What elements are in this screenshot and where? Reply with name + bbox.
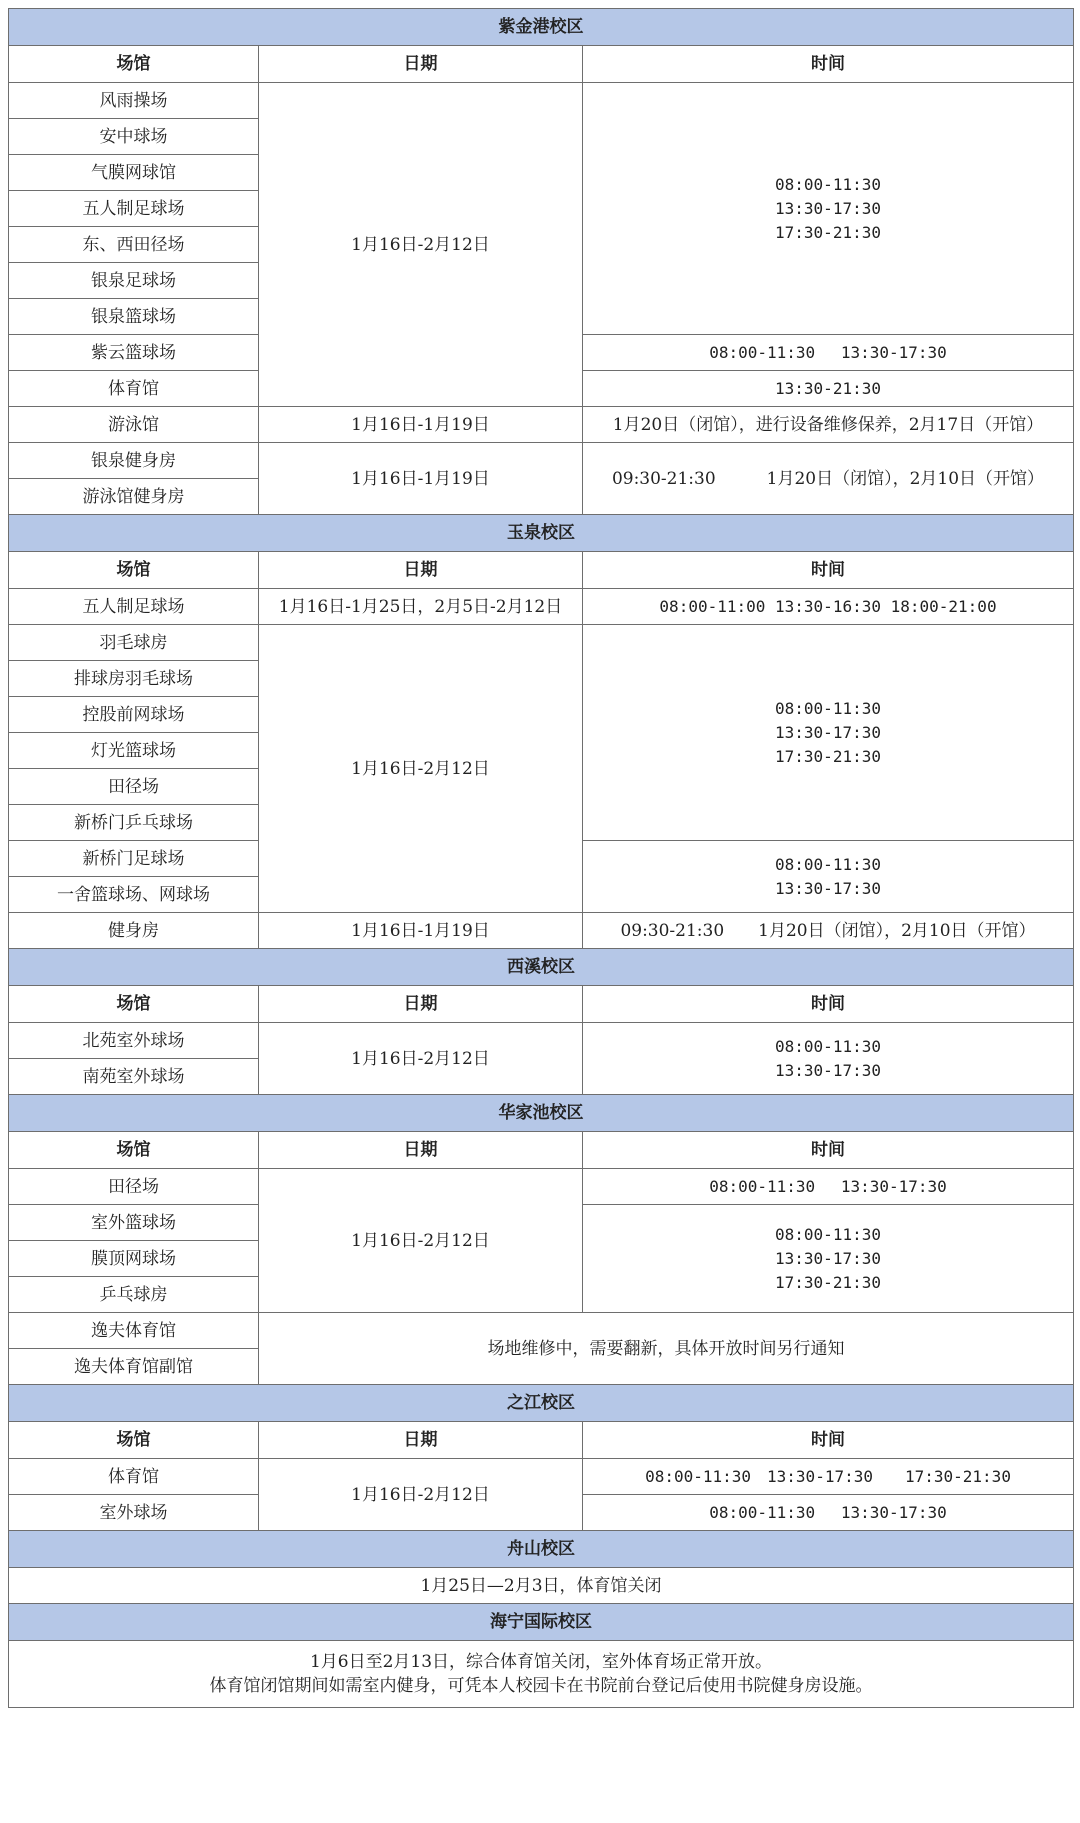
header-time: 时间: [583, 552, 1074, 589]
time-cell: 08:00-11:30 13:30-17:30 17:30-21:30: [583, 625, 1074, 841]
campus-title-xixi: 西溪校区: [9, 949, 1074, 986]
header-venue: 场馆: [9, 46, 259, 83]
venue-cell: 紫云篮球场: [9, 335, 259, 371]
header-time: 时间: [583, 986, 1074, 1023]
date-cell: 1月16日-1月19日: [259, 913, 583, 949]
venue-cell: 健身房: [9, 913, 259, 949]
notice-cell: 场地维修中，需要翻新，具体开放时间另行通知: [259, 1313, 1074, 1385]
venue-cell: 游泳馆健身房: [9, 479, 259, 515]
time-cell: 09:30-21:30 1月20日（闭馆），2月10日（开馆）: [583, 913, 1074, 949]
header-date: 日期: [259, 986, 583, 1023]
venue-cell: 体育馆: [9, 1459, 259, 1495]
schedule-table-wrapper: [8, 8, 1073, 1708]
venue-cell: 风雨操场: [9, 83, 259, 119]
venue-cell: 安中球场: [9, 119, 259, 155]
venue-cell: 灯光篮球场: [9, 733, 259, 769]
venue-cell: 游泳馆: [9, 407, 259, 443]
time-cell: 09:30-21:30 1月20日（闭馆），2月10日（开馆）: [583, 443, 1074, 515]
time-cell: 13:30-21:30: [583, 371, 1074, 407]
venue-cell: 五人制足球场: [9, 191, 259, 227]
date-cell: 1月16日-2月12日: [259, 83, 583, 407]
date-cell: 1月16日-2月12日: [259, 625, 583, 913]
venue-cell: 逸夫体育馆副馆: [9, 1349, 259, 1385]
venue-cell: 乒乓球房: [9, 1277, 259, 1313]
campus-title-yuquan: 玉泉校区: [9, 515, 1074, 552]
time-cell: 08:00-11:30 13:30-17:30: [583, 335, 1074, 371]
venue-cell: 五人制足球场: [9, 589, 259, 625]
date-cell: 1月16日-2月12日: [259, 1169, 583, 1313]
venue-cell: 北苑室外球场: [9, 1023, 259, 1059]
notice-cell: 1月25日—2月3日，体育馆关闭: [9, 1568, 1074, 1604]
venue-cell: 银泉健身房: [9, 443, 259, 479]
venue-cell: 膜顶网球场: [9, 1241, 259, 1277]
header-date: 日期: [259, 1422, 583, 1459]
time-cell: 08:00-11:30 13:30-17:30: [583, 1169, 1074, 1205]
header-venue: 场馆: [9, 1422, 259, 1459]
venue-cell: 新桥门乒乓球场: [9, 805, 259, 841]
venue-cell: 室外球场: [9, 1495, 259, 1531]
header-time: 时间: [583, 1422, 1074, 1459]
venue-cell: 排球房羽毛球场: [9, 661, 259, 697]
venue-cell: 银泉篮球场: [9, 299, 259, 335]
campus-title-zijingang: 紫金港校区: [9, 9, 1074, 46]
venue-cell: 气膜网球馆: [9, 155, 259, 191]
date-cell: 1月16日-1月19日: [259, 443, 583, 515]
campus-title-huajiachi: 华家池校区: [9, 1095, 1074, 1132]
venue-schedule-table: [8, 8, 1074, 1708]
header-time: 时间: [583, 1132, 1074, 1169]
header-date: 日期: [259, 552, 583, 589]
time-cell: 08:00-11:30 13:30-17:30: [583, 841, 1074, 913]
campus-title-zhoushan: 舟山校区: [9, 1531, 1074, 1568]
venue-cell: 逸夫体育馆: [9, 1313, 259, 1349]
header-venue: 场馆: [9, 986, 259, 1023]
venue-cell: 南苑室外球场: [9, 1059, 259, 1095]
venue-cell: 控股前网球场: [9, 697, 259, 733]
venue-cell: 一舍篮球场、网球场: [9, 877, 259, 913]
header-date: 日期: [259, 46, 583, 83]
venue-cell: 田径场: [9, 769, 259, 805]
campus-title-zhijiang: 之江校区: [9, 1385, 1074, 1422]
time-cell: 1月20日（闭馆），进行设备维修保养，2月17日（开馆）: [583, 407, 1074, 443]
campus-title-haining: 海宁国际校区: [9, 1604, 1074, 1641]
venue-cell: 羽毛球房: [9, 625, 259, 661]
date-cell: 1月16日-1月19日: [259, 407, 583, 443]
header-time: 时间: [583, 46, 1074, 83]
notice-cell: 1月6日至2月13日，综合体育馆关闭，室外体育场正常开放。 体育馆闭馆期间如需室内健身，可凭本人校园卡在书院前台登记后使用书院健身房设施。: [9, 1641, 1074, 1708]
time-cell: 08:00-11:30 13:30-17:30 17:30-21:30: [583, 1205, 1074, 1313]
date-cell: 1月16日-2月12日: [259, 1023, 583, 1095]
header-date: 日期: [259, 1132, 583, 1169]
venue-cell: 田径场: [9, 1169, 259, 1205]
header-venue: 场馆: [9, 1132, 259, 1169]
time-cell: 08:00-11:30 13:30-17:30 17:30-21:30: [583, 1459, 1074, 1495]
venue-cell: 新桥门足球场: [9, 841, 259, 877]
date-cell: 1月16日-2月12日: [259, 1459, 583, 1531]
date-cell: 1月16日-1月25日，2月5日-2月12日: [259, 589, 583, 625]
time-cell: 08:00-11:00 13:30-16:30 18:00-21:00: [583, 589, 1074, 625]
header-venue: 场馆: [9, 552, 259, 589]
venue-cell: 东、西田径场: [9, 227, 259, 263]
venue-cell: 银泉足球场: [9, 263, 259, 299]
time-cell: 08:00-11:30 13:30-17:30: [583, 1495, 1074, 1531]
time-cell: 08:00-11:30 13:30-17:30 17:30-21:30: [583, 83, 1074, 335]
time-cell: 08:00-11:30 13:30-17:30: [583, 1023, 1074, 1095]
venue-cell: 室外篮球场: [9, 1205, 259, 1241]
venue-cell: 体育馆: [9, 371, 259, 407]
